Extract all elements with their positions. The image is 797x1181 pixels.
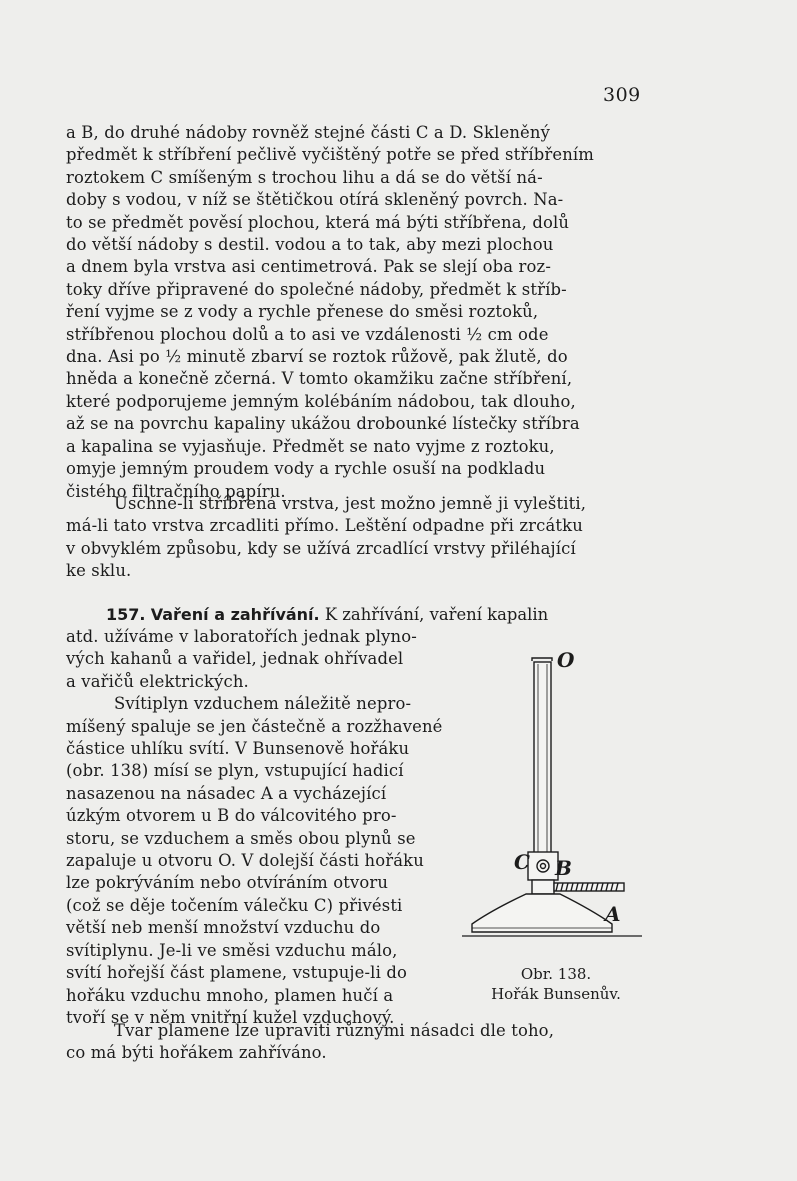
text-line: lze pokrýváním nebo otvíráním otvoru xyxy=(66,873,389,893)
paragraph-bunsen-burner xyxy=(66,626,466,1029)
text-line: stříbřenou plochou dolů a to asi ve vzdálenosti ½ cm ode xyxy=(66,324,549,344)
text-line: a kapalina se vyjasňuje. Předmět se nato vyjme z roztoku, xyxy=(66,436,555,456)
text-line: hořáku vzduchu mnoho, plamen hučí a xyxy=(66,985,394,1005)
text-line: tvoří se v něm vnitřní kužel vzduchový. xyxy=(66,1007,395,1027)
label-o: O xyxy=(557,648,575,672)
text-line: ke sklu. xyxy=(66,561,132,581)
text-line: a vařičů elektrických. xyxy=(66,671,249,691)
text-line: vých kahanů a vařidel, jednak ohřívadel xyxy=(66,649,404,669)
burner-body xyxy=(532,880,554,894)
text-line: svítiplynu. Je-li ve směsi vzduchu málo, xyxy=(66,940,398,960)
text-line: doby s vodou, v níž se štětičkou otírá skleněný povrch. Na- xyxy=(66,190,564,210)
section-number: 157. xyxy=(106,605,146,624)
section-title: Vaření a zahřívání. xyxy=(150,605,320,624)
figure-caption-title: Hořák Bunsenův. xyxy=(491,985,621,1003)
text-line: větší neb menší množství vzduchu do xyxy=(66,918,381,938)
paragraph-flame-shape xyxy=(66,1020,646,1065)
text-line: které podporujeme jemným kolébáním nádobou, tak dlouho, xyxy=(66,391,576,411)
text-line: ření vyjme se z vody a rychle přenese do směsi roztoků, xyxy=(66,302,539,322)
text-line: toky dříve připravené do společné nádoby, předmět k stříb- xyxy=(66,279,567,299)
section-heading xyxy=(66,604,646,626)
gas-inlet-nozzle xyxy=(554,883,624,891)
text-line: dna. Asi po ½ minutě zbarví se roztok růžově, pak žlutě, do xyxy=(66,347,568,367)
figure-caption-number: Obr. 138. xyxy=(520,965,592,983)
text-line: storu, se vzduchem a směs obou plynů se xyxy=(66,828,416,848)
text-line: a B, do druhé nádoby rovněž stejné části C a D. Skleněný xyxy=(66,123,551,142)
opening-o-pointer xyxy=(532,658,552,661)
air-regulator-sleeve xyxy=(528,852,558,880)
text-line: roztokem C smíšeným s trochou lihu a dá se do větší ná- xyxy=(66,167,543,187)
text-line: omyje jemným proudem vody a rychle osuší na podkladu xyxy=(66,459,546,479)
text-line: Tvar plamene lze upraviti různými násadci dle toho, xyxy=(114,1021,555,1040)
text-line: částice uhlíku svítí. V Bunsenově hořáku xyxy=(66,739,410,759)
text-line: co má býti hořákem zahříváno. xyxy=(66,1043,327,1063)
label-c: C xyxy=(514,850,530,874)
text-line: až se na povrchu kapaliny ukážou drobounké lístečky stříbra xyxy=(66,414,580,434)
label-b: B xyxy=(555,856,572,880)
text-line: Svítiplyn vzduchem náležitě nepro- xyxy=(114,694,412,714)
text-line: zapaluje u otvoru O. V dolejší části hořáku xyxy=(66,851,424,871)
text-line: nasazenou na násadec A a vycházející xyxy=(66,783,387,803)
text-line: úzkým otvorem u B do válcovitého pro- xyxy=(66,806,397,826)
paragraph-polishing xyxy=(66,493,646,583)
bunsen-burner-illustration xyxy=(462,640,642,1000)
burner-base xyxy=(472,894,612,932)
text-line: (což se děje točením válečku C) přivésti xyxy=(66,895,403,915)
text-line: čistého filtračního papíru. xyxy=(66,481,286,501)
text-line: míšený spaluje se jen částečně a rozžhavené xyxy=(66,716,443,736)
section-first-line: K zahřívání, vaření kapalin xyxy=(324,605,549,624)
text-line: v obvyklém způsobu, kdy se užívá zrcadlící vrstvy přiléhající xyxy=(66,538,576,558)
text-line: to se předmět pověsí plochou, která má býti stříbřena, dolů xyxy=(66,212,570,232)
page-number: 309 xyxy=(603,84,641,106)
text-line: (obr. 138) mísí se plyn, vstupující hadicí xyxy=(66,761,404,781)
text-line: svítí hořejší část plamene, vstupuje-li do xyxy=(66,963,407,983)
text-line: má-li tato vrstva zrcadliti přímo. Leštění odpadne při zrcátku xyxy=(66,516,583,536)
burner-tube xyxy=(534,662,551,872)
text-line: a dnem byla vrstva asi centimetrová. Pak se slejí oba roz- xyxy=(66,257,552,277)
paragraph-silvering-procedure xyxy=(66,122,646,503)
text-line: do větší nádoby s destil. vodou a to tak, aby mezi plochou xyxy=(66,235,554,255)
text-line: hněda a konečně zčerná. V tomto okamžiku začne stříbření, xyxy=(66,369,573,389)
label-a: A xyxy=(605,902,621,926)
text-line: Uschne-li stříbřená vrstva, jest možno jemně ji vyleštiti, xyxy=(114,494,587,513)
text-line: atd. užíváme v laboratořích jednak plyno- xyxy=(66,627,417,646)
text-line: předmět k stříbření pečlivě vyčištěný potře se před stříbřením xyxy=(66,145,594,165)
